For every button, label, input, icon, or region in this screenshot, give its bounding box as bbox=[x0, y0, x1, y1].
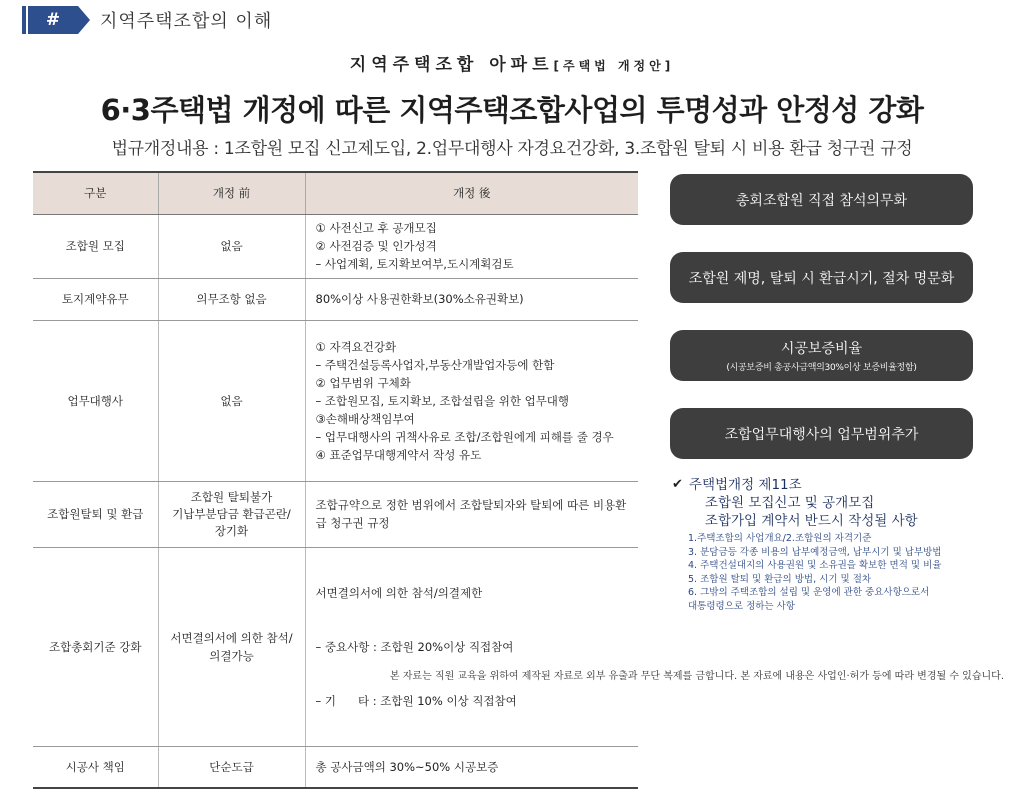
table-row bbox=[33, 278, 638, 320]
notes-heading: 조합가입 계약서 반드시 작성될 사항 bbox=[704, 513, 918, 529]
table-row bbox=[33, 547, 638, 746]
section-header bbox=[22, 5, 272, 35]
list-item: 3. 분담금등 각종 비용의 납부예정금액, 납부시기 및 납부방법 bbox=[688, 546, 942, 558]
subtitle bbox=[0, 50, 1024, 75]
revision-description: 법규개정내용 : 1조합원 모집 신고제도입, 2.업무대행사 자경요건강화, 3.조합원 탈퇴 시 비용 환급 청구권 규정 bbox=[111, 139, 913, 159]
subtitle-bracket: [주택법 개정안] bbox=[553, 59, 675, 73]
hash-icon: # bbox=[28, 6, 78, 34]
row-before: 조합원 탈퇴불가 기납부분담금 환급곤란/ 장기화 bbox=[158, 481, 305, 547]
row-category: 조합원탈퇴 및 환급 bbox=[33, 481, 158, 547]
row-before: 의무조항 없음 bbox=[158, 278, 305, 320]
key-point-pill: 조합업무대행사의 업무범위추가 bbox=[670, 408, 973, 459]
row-before: 없음 bbox=[158, 320, 305, 481]
key-point-pill: 조합원 제명, 탈퇴 시 환급시기, 절차 명문화 bbox=[670, 252, 973, 303]
subtitle-main: 지역주택조합 아파트 bbox=[349, 55, 554, 75]
row-after: ① 자격요건강화 – 주택건설등록사업자,부동산개발업자등에 한함 ② 업무범위 구체화 – 조합원모집, 토지확보, 조합설립을 위한 업무대행 ③손해배상책임부여 – 업무대행사의 귀책사유로 조합/조합원에게 피해를 줄 경우 ④ 표준업무대행계약서 작성 유도 bbox=[305, 320, 638, 481]
footer-disclaimer: 본 자료는 직원 교육을 위하여 제작된 자료로 외부 유출과 무단 복제를 금합니다. 본 자료에 내용은 사업인·허가 등에 따라 변경될 수 있습니다. bbox=[389, 671, 1004, 682]
section-title: 지역주택조합의 이해 bbox=[100, 11, 273, 32]
notes-heading: 조합원 모집신고 및 공개모집 bbox=[704, 495, 875, 511]
list-item: 1.주택조합의 사업개요/2.조합원의 자격기준 bbox=[688, 533, 872, 544]
row-after: 80%이상 사용권한확보(30%소유권확보) bbox=[305, 278, 638, 320]
row-after: ① 사전신고 후 공개모집 ② 사전검증 및 인가성격 – 사업계획, 토지확보여부,도시계획검토 bbox=[305, 214, 638, 278]
list-item: 6. 그밖의 주택조합의 설립 및 운영에 관한 중요사항으로서 bbox=[688, 587, 930, 598]
list-item: 5. 조합원 탈퇴 및 환급의 방법, 시기 및 절차 bbox=[688, 573, 872, 585]
table-row bbox=[33, 214, 638, 278]
page-title: 6·3주택법 개정에 따른 지역주택조합사업의 투명성과 안정성 강화 bbox=[100, 93, 924, 127]
row-category: 조합총회기준 강화 bbox=[33, 547, 158, 746]
row-after: 서면결의서에 의한 참석/의결제한 – 중요사항 : 조합원 20%이상 직접참여 – 기 타 : 조합원 10% 이상 직접참여 bbox=[305, 547, 638, 746]
list-item: 4. 주택건설대지의 사용권원 및 소유권을 확보한 면적 및 비율 bbox=[688, 560, 942, 571]
notes-items bbox=[672, 532, 1002, 613]
revision-table bbox=[33, 171, 638, 789]
row-category: 시공사 책임 bbox=[33, 746, 158, 788]
list-item: 대통령령으로 정하는 사항 bbox=[688, 600, 795, 612]
key-points-panel bbox=[670, 174, 973, 486]
row-category: 토지계약유무 bbox=[33, 278, 158, 320]
header-after: 개정 後 bbox=[305, 172, 638, 214]
row-after: 조합규약으로 정한 범위에서 조합탈퇴자와 탈퇴에 따른 비용환 급 청구권 규정 bbox=[305, 481, 638, 547]
check-icon: ✔ bbox=[672, 477, 683, 492]
table-row bbox=[33, 746, 638, 788]
notes-heading: 주택법개정 제11조 bbox=[688, 477, 802, 493]
header-before: 개정 前 bbox=[158, 172, 305, 214]
key-point-pill: 총회조합원 직접 참석의무화 bbox=[670, 174, 973, 225]
row-before: 단순도급 bbox=[158, 746, 305, 788]
table-row bbox=[33, 320, 638, 481]
row-category: 조합원 모집 bbox=[33, 214, 158, 278]
accent-bar bbox=[22, 6, 26, 34]
row-before: 서면결의서에 의한 참석/ 의결가능 bbox=[158, 547, 305, 746]
key-point-pill: 시공보증비율 (시공보증비 총공사금액의30%이상 보증비율정함) bbox=[670, 330, 973, 381]
row-after: 총 공사금액의 30%~50% 시공보증 bbox=[305, 746, 638, 788]
contract-notes bbox=[672, 476, 1002, 613]
header-category: 구분 bbox=[33, 172, 158, 214]
row-category: 업무대행사 bbox=[33, 320, 158, 481]
table-row bbox=[33, 481, 638, 547]
table-header-row bbox=[33, 172, 638, 214]
row-before: 없음 bbox=[158, 214, 305, 278]
